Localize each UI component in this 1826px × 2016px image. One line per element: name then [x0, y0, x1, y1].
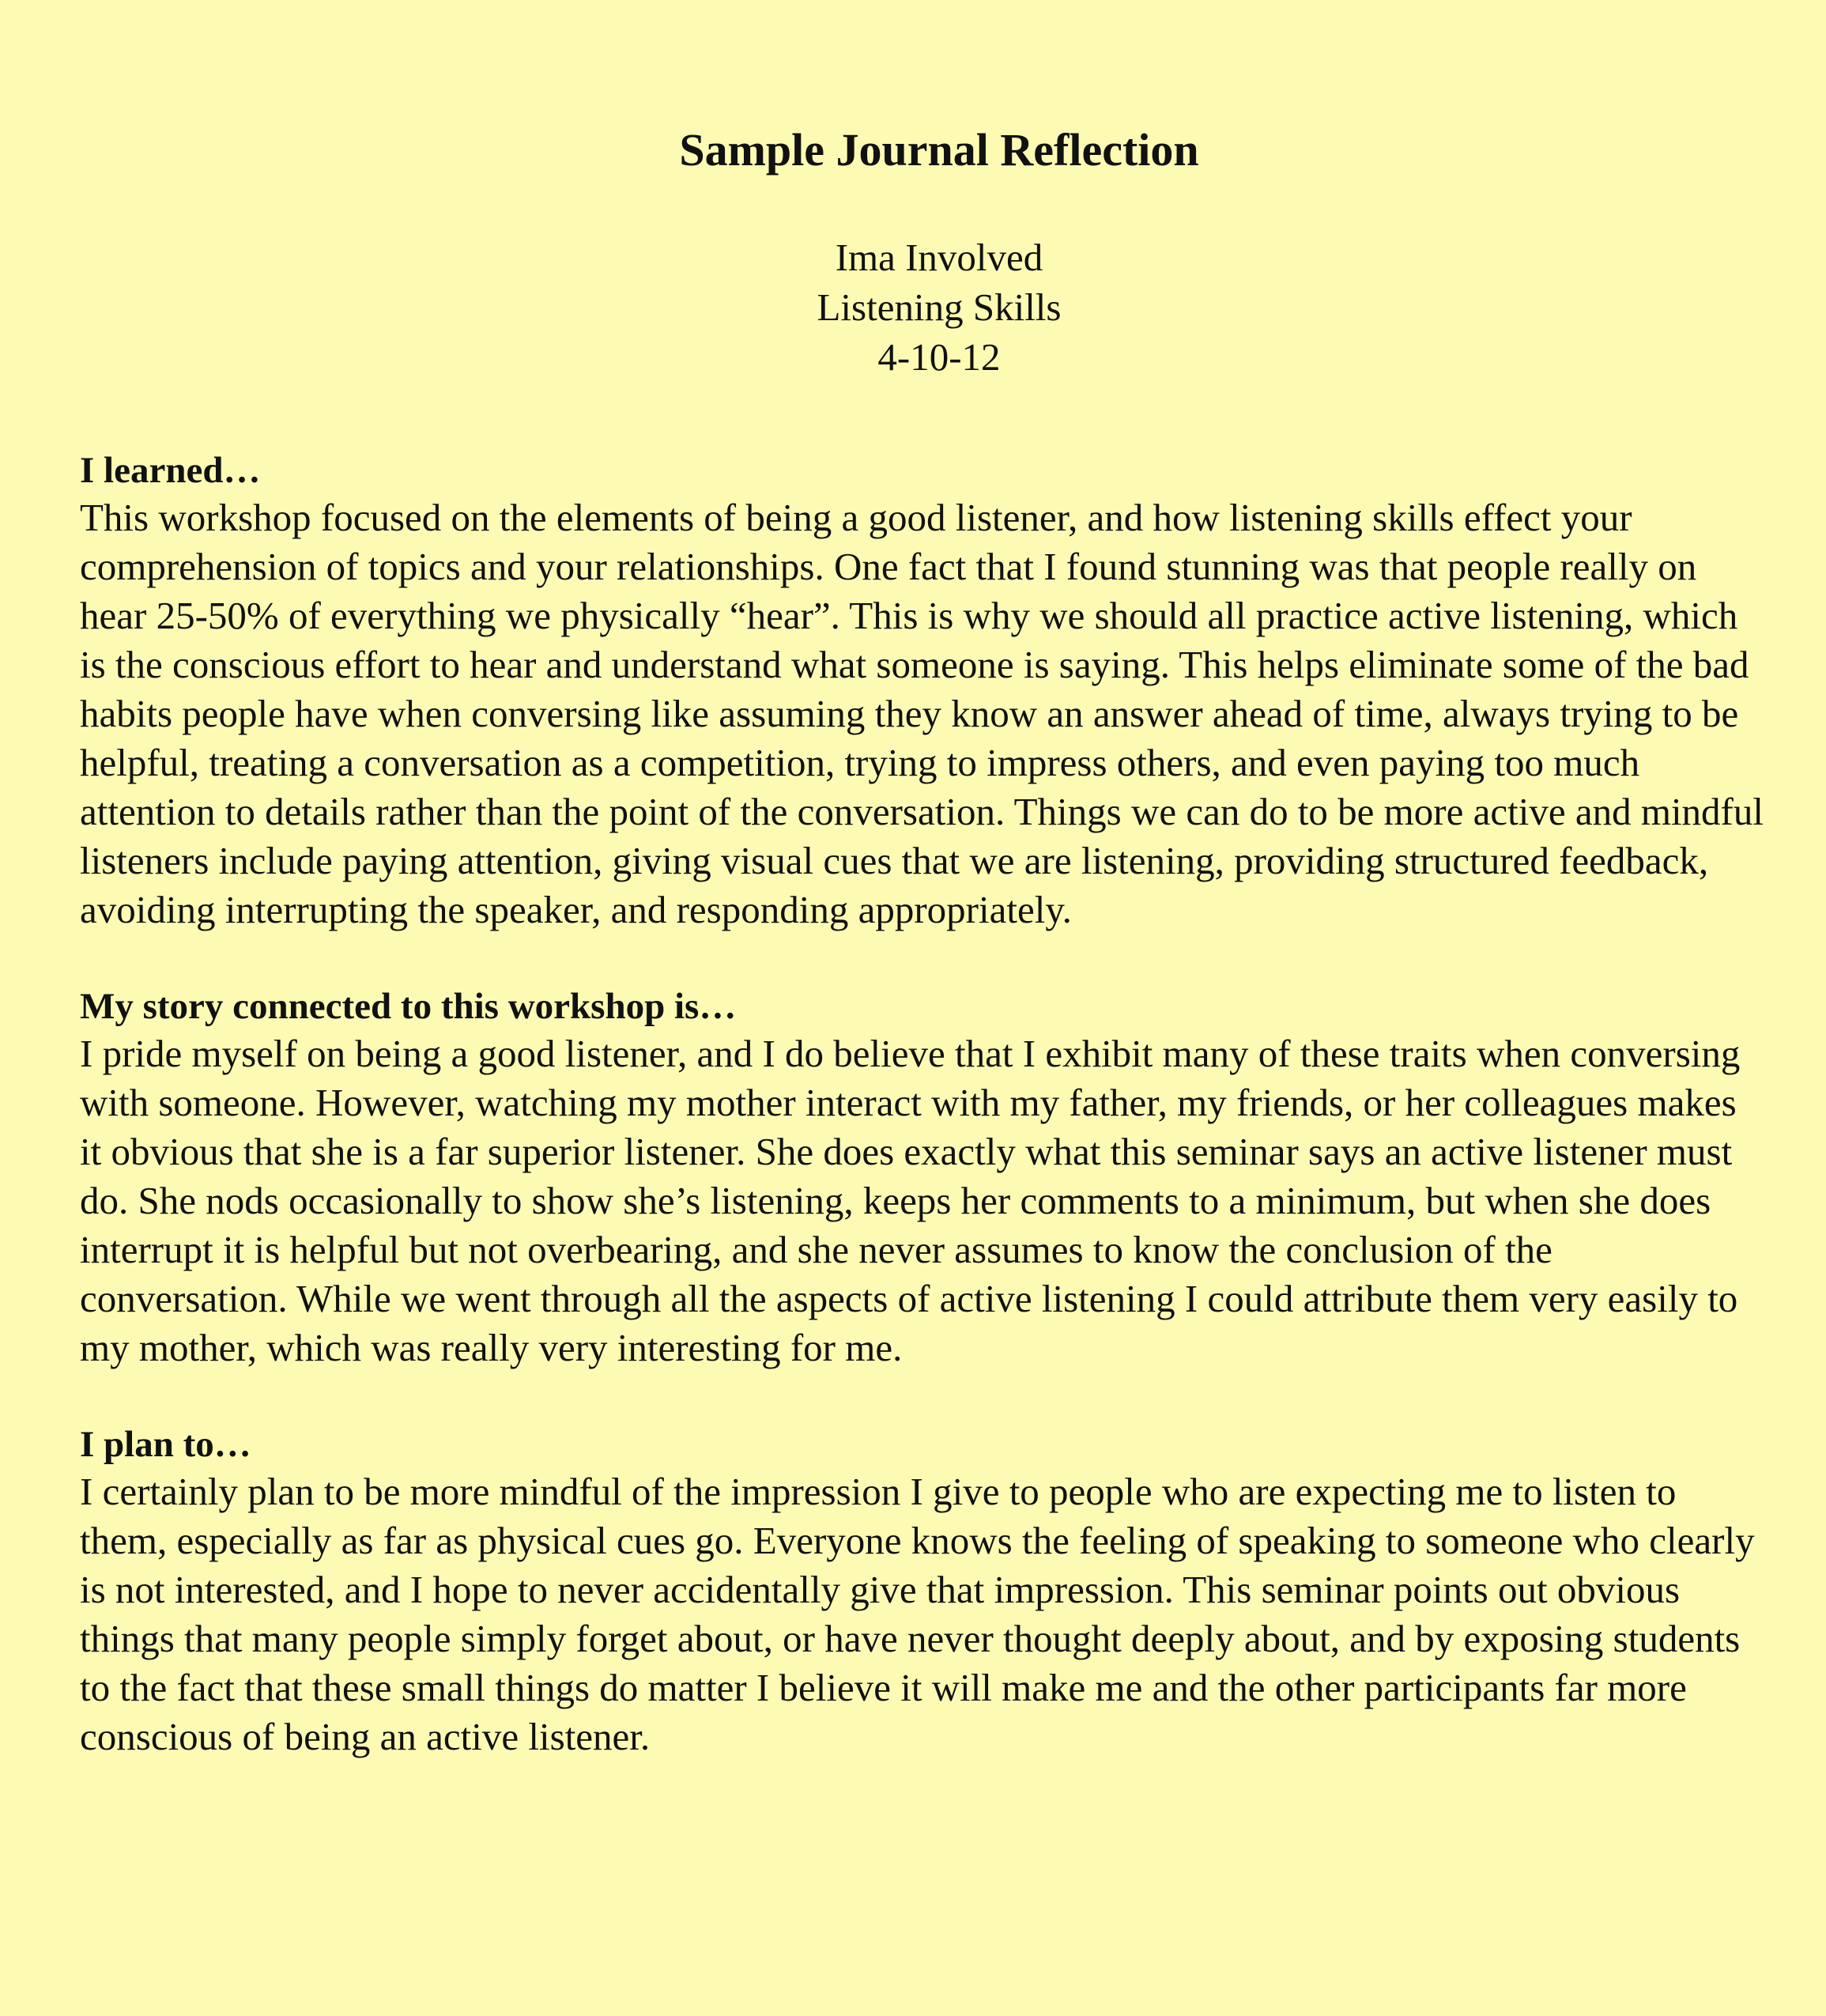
section-i-plan-to	[80, 1421, 1767, 1761]
entry-date: 4-10-12	[877, 335, 1001, 379]
document-meta	[80, 232, 1767, 382]
workshop-topic: Listening Skills	[817, 285, 1062, 329]
section-body: I pride myself on being a good listener, and I do believe that I exhibit many of these traits when conversing with someone. However, watching my mother interact with my father, my friends, or her colleagues makes it obvious that she is a far superior listener. She does exactly what this seminar says an active listener must do. She nods occasionally to show she’s listening, keeps her comments to a minimum, but when she does interrupt it is helpful but not overbearing, and she never assumes to know the conclusion of the conversation. While we went through all the aspects of active listening I could attribute them very easily to my mother, which was really very interesting for me.	[80, 1032, 1741, 1369]
author-name: Ima Involved	[835, 236, 1043, 279]
section-heading: My story connected to this workshop is…	[80, 986, 737, 1027]
section-body: This workshop focused on the elements of being a good listener, and how listening skills effect your comprehension of topics and your relationships. One fact that I found stunning was that people really on hear 25-50% of everything we physically “hear”. This is why we should all practice active listening, which is the conscious effort to hear and understand what someone is saying. This helps eliminate some of the bad habits people have when conversing like assuming they know an answer ahead of time, always trying to be helpful, treating a conversation as a competition, trying to impress others, and even paying too much attention to details rather than the point of the conversation. Things we can do to be more active and mindful listeners include paying attention, giving visual cues that we are listening, providing structured feedback, avoiding interrupting the speaker, and responding appropriately.	[80, 496, 1764, 931]
document-title: Sample Journal Reflection	[679, 124, 1199, 176]
section-heading: I plan to…	[80, 1424, 251, 1465]
section-heading: I learned…	[80, 450, 261, 491]
section-body: I certainly plan to be more mindful of the impression I give to people who are expecting me to listen to them, especially as far as physical cues go. Everyone knows the feeling of speaking to someone who clearly is not interested, and I hope to never accidentally give that impression. This seminar points out obvious things that many people simply forget about, or have never thought deeply about, and by exposing students to the fact that these small things do matter I believe it will make me and the other participants far more conscious of being an active listener.	[80, 1470, 1755, 1758]
section-i-learned	[80, 447, 1767, 934]
section-my-story	[80, 983, 1767, 1372]
